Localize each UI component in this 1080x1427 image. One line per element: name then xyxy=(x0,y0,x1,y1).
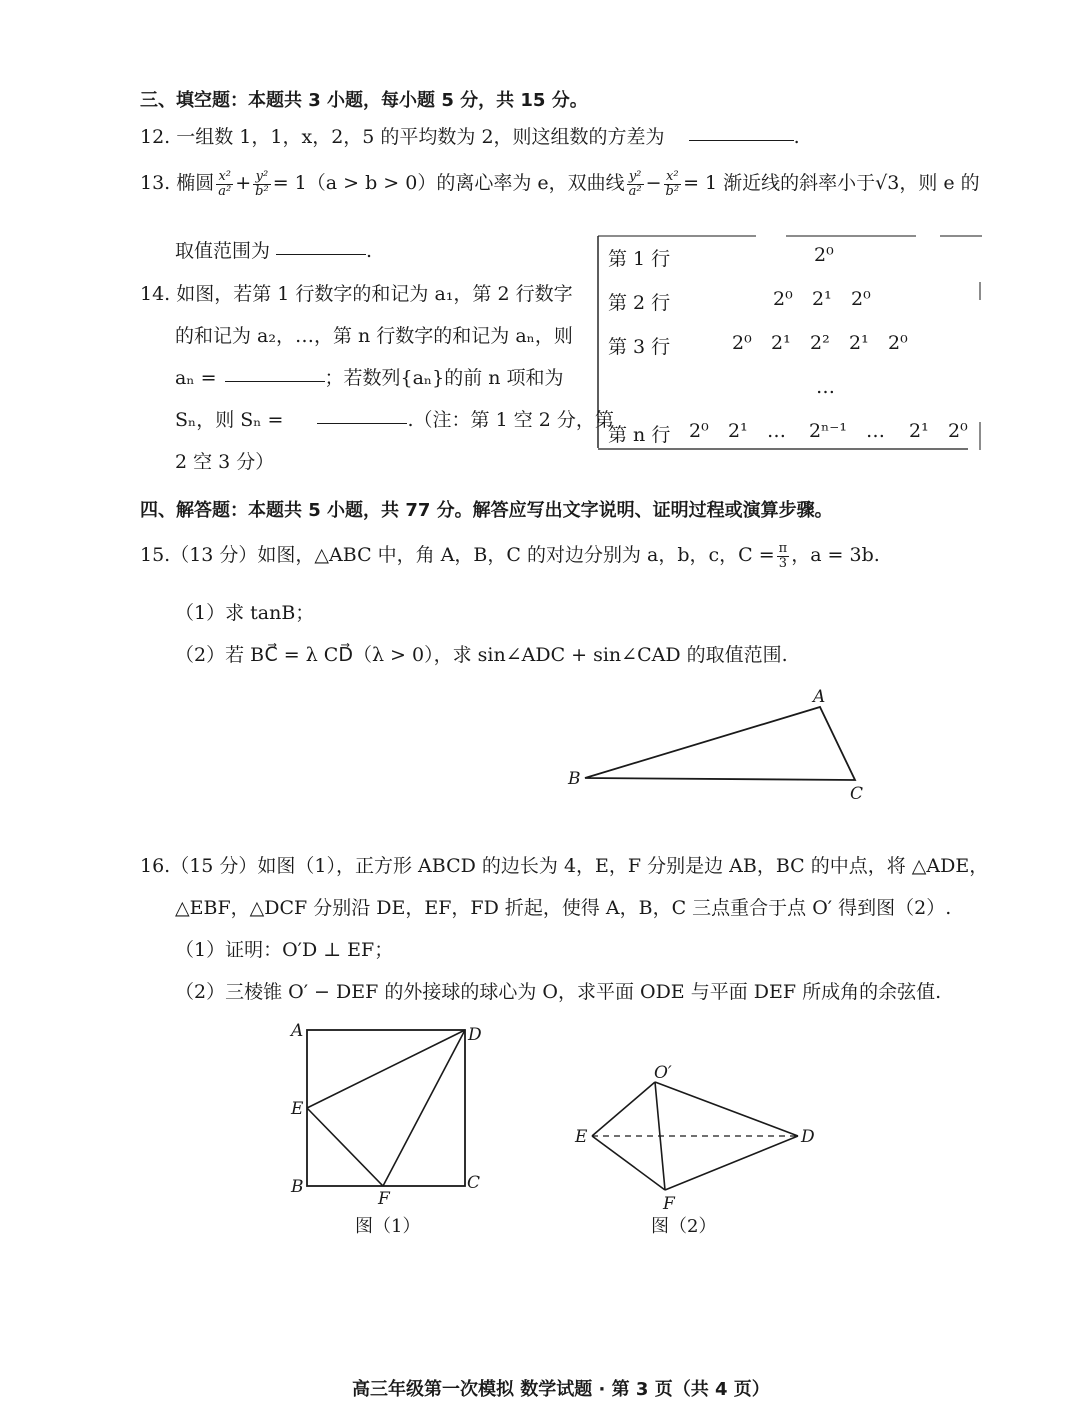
question-14-blank-1 xyxy=(225,380,325,382)
fig1-label-e: E xyxy=(291,1099,304,1119)
edge-fd xyxy=(665,1136,798,1190)
question-13-blank xyxy=(276,253,366,255)
row-n-cell: … xyxy=(767,420,786,442)
fig1-label-d: D xyxy=(468,1025,482,1045)
figure-2-caption: 图（2） xyxy=(651,1216,717,1237)
question-12-end: . xyxy=(793,126,800,148)
section-3-header: 三、填空题：本题共 3 小题，每小题 5 分，共 15 分。 xyxy=(140,90,588,111)
label-c: C xyxy=(850,784,864,804)
row-1-label: 第 1 行 xyxy=(608,248,671,270)
row-n-label: 第 n 行 xyxy=(608,424,671,446)
row-n-cell: 2⁰ xyxy=(689,420,709,442)
question-16-line2: △EBF，△DCF 分别沿 DE，EF，FD 折起，使得 A，B，C 三点重合于点 O′ 得到图（2）. xyxy=(175,897,952,919)
label-b: B xyxy=(568,769,581,789)
fig1-label-b: B xyxy=(291,1177,304,1197)
fig2-label-e: E xyxy=(575,1127,588,1147)
page-footer: 高三年级第一次模拟 数学试题 · 第 3 页（共 4 页） xyxy=(352,1379,770,1400)
row-n-cell: 2¹ xyxy=(728,420,748,442)
section-4-header: 四、解答题：本题共 5 小题，共 77 分。解答应写出文字说明、证明过程或演算步骤。 xyxy=(140,500,833,521)
fig1-label-a: A xyxy=(291,1021,304,1041)
question-14-line1: 14. 如图，若第 1 行数字的和记为 a₁，第 2 行数字 xyxy=(140,283,573,305)
question-14-line2: 的和记为 a₂，…，第 n 行数字的和记为 aₙ，则 xyxy=(175,325,573,347)
question-13-prefix: 13. 椭圆 xyxy=(140,172,215,195)
fig1-label-f: F xyxy=(378,1189,390,1209)
fig2-label-d: D xyxy=(801,1127,815,1147)
row-1-cell: 2⁰ xyxy=(814,244,834,266)
triangle-abc-figure xyxy=(560,685,880,805)
question-12 xyxy=(140,128,800,147)
row-3-cell: 2⁰ xyxy=(732,332,752,354)
question-14-line5: 2 空 3 分） xyxy=(175,451,275,473)
row-n-cell: 2¹ xyxy=(909,420,929,442)
segment-fd xyxy=(383,1030,465,1186)
question-14-blank-2 xyxy=(317,422,407,424)
triangle-abc xyxy=(585,707,855,780)
fraction-hx2-hb2: $\frac{\text{x²}}{\text{b²}}$ xyxy=(665,169,680,199)
label-a: A xyxy=(813,687,826,707)
question-15-part-2: （2）若 BC⃗ = λ CD⃗（λ > 0），求 sin∠ADC + sin∠CAD 的取值范围. xyxy=(175,644,788,666)
question-13-eq: = 1（a > b > 0）的离心率为 e，双曲线 xyxy=(272,172,625,195)
question-12-text: 12. 一组数 1，1，x，2，5 的平均数为 2，则这组数的方差为 xyxy=(140,126,665,148)
row-2-cell: 2¹ xyxy=(812,288,832,310)
row-n-cell: 2ⁿ⁻¹ xyxy=(809,420,847,442)
fig2-label-o-prime: O′ xyxy=(654,1063,672,1083)
question-16-part-2: （2）三棱锥 O′ − DEF 的外接球的球心为 O，求平面 ODE 与平面 DEF 所成角的余弦值. xyxy=(175,981,942,1003)
figure-1-square xyxy=(285,1018,495,1218)
fraction-y2-b2: $\frac{\text{y²}}{\text{b²}}$ xyxy=(255,169,269,199)
question-14-line3: aₙ = ；若数列{aₙ}的前 n 项和为 xyxy=(175,367,564,389)
edge-ef xyxy=(592,1136,665,1190)
row-3-cell: 2¹ xyxy=(849,332,869,354)
question-13-line2: 取值范围为 . xyxy=(175,240,373,262)
row-n-cell: … xyxy=(866,420,885,442)
figure-2-tetrahedron xyxy=(570,1060,830,1210)
fig1-label-c: C xyxy=(467,1173,481,1193)
question-14-line4: Sₙ，则 Sₙ = .（注：第 1 空 2 分，第 xyxy=(175,409,614,431)
triangle-table xyxy=(596,232,984,454)
row-n-cell: 2⁰ xyxy=(948,420,968,442)
question-13-suffix: = 1 渐近线的斜率小于√3，则 e 的 xyxy=(683,172,980,195)
figure-1-caption: 图（1） xyxy=(355,1216,421,1237)
row-2-cell: 2⁰ xyxy=(773,288,793,310)
question-12-blank xyxy=(689,139,794,141)
vertical-dots: … xyxy=(816,376,835,398)
row-3-cell: 2⁰ xyxy=(888,332,908,354)
row-3-cell: 2² xyxy=(810,332,830,354)
fig2-label-f: F xyxy=(663,1194,675,1210)
question-15-part-1: （1）求 tanB； xyxy=(175,602,315,624)
question-16-part-1: （1）证明：O′D ⊥ EF； xyxy=(175,939,394,961)
row-2-cell: 2⁰ xyxy=(851,288,871,310)
fraction-x2-a2: $\frac{\text{x²}}{\text{a²}}$ xyxy=(218,169,232,199)
edge-od xyxy=(655,1082,798,1136)
fraction-pi-3: $\frac{\pi}{3}$ xyxy=(778,541,788,571)
question-13: 13. 椭圆 $\frac{\text{x²}}{\text{a²}}$ + $\frac{\text{y²}}{\text{b²}}$ = 1（a > b > 0）的离心率为 e，双曲线 $\frac{\text{y²}}{\text{a²}}$ − $\frac{\text{x²}}{\text{b²}}$ = 1 渐近线的斜率小于√3，则 e 的 xyxy=(140,169,980,199)
row-2-label: 第 2 行 xyxy=(608,292,671,314)
row-3-label: 第 3 行 xyxy=(608,336,671,358)
square-abcd xyxy=(307,1030,465,1186)
question-15: 15.（13 分）如图，△ABC 中，角 A，B，C 的对边分别为 a，b，c，C = $\frac{\pi}{3}$ ，a = 3b. xyxy=(140,541,880,571)
edge-eo xyxy=(592,1082,655,1136)
row-3-cell: 2¹ xyxy=(771,332,791,354)
question-16-line1: 16.（15 分）如图（1），正方形 ABCD 的边长为 4，E，F 分别是边 AB，BC 的中点，将 △ADE， xyxy=(140,855,989,877)
fraction-hy2-ha2: $\frac{\text{y²}}{\text{a²}}$ xyxy=(628,169,642,199)
segment-ed xyxy=(307,1030,465,1108)
segment-ef xyxy=(307,1108,383,1186)
